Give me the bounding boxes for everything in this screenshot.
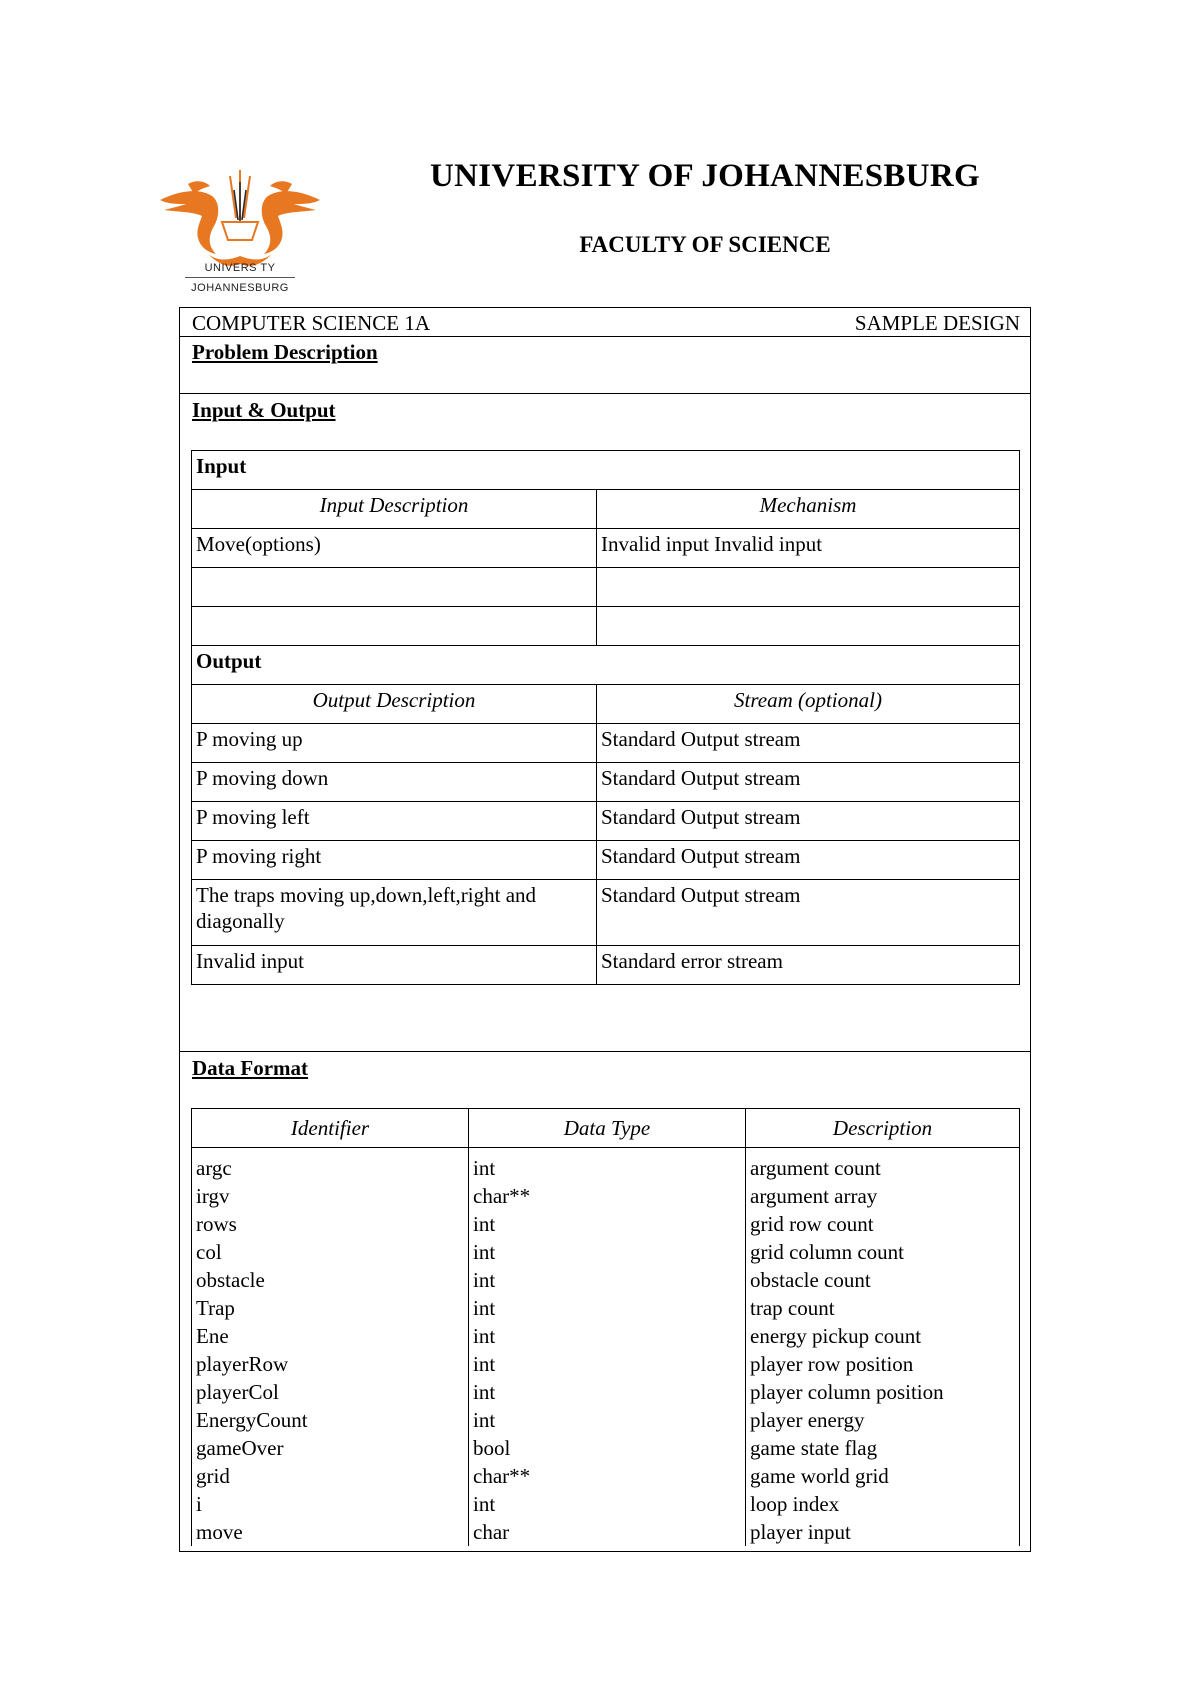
data-type-cell: char — [469, 1518, 746, 1546]
data-type-cell: int — [469, 1350, 746, 1378]
identifier-cell: move — [192, 1518, 469, 1546]
table-row — [192, 724, 1020, 763]
output-description-cell: Invalid input — [192, 946, 597, 985]
input-description-cell: Move(options) — [192, 529, 597, 568]
data-type-cell: int — [469, 1210, 746, 1238]
identifier-cell: obstacle — [192, 1266, 469, 1294]
data-col-identifier: Identifier — [192, 1109, 469, 1148]
identifier-cell: rows — [192, 1210, 469, 1238]
description-cell: player column position — [746, 1378, 1020, 1406]
table-row — [192, 1350, 1020, 1378]
identifier-cell: grid — [192, 1462, 469, 1490]
table-row — [192, 1148, 1020, 1183]
table-row — [192, 1462, 1020, 1490]
output-section-title: Output — [192, 646, 1020, 685]
identifier-cell: Trap — [192, 1294, 469, 1322]
table-row — [192, 946, 1020, 985]
description-cell: grid row count — [746, 1210, 1020, 1238]
identifier-cell: Ene — [192, 1322, 469, 1350]
input-mechanism-cell: Invalid input Invalid input — [597, 529, 1020, 568]
table-row — [192, 802, 1020, 841]
university-title: UNIVERSITY OF JOHANNESBURG — [430, 158, 980, 194]
identifier-cell: gameOver — [192, 1434, 469, 1462]
output-col-stream: Stream (optional) — [597, 685, 1020, 724]
data-type-cell: bool — [469, 1434, 746, 1462]
identifier-cell: EnergyCount — [192, 1406, 469, 1434]
table-row — [192, 1406, 1020, 1434]
identifier-cell: playerCol — [192, 1378, 469, 1406]
output-description-cell: P moving down — [192, 763, 597, 802]
table-row — [192, 607, 1020, 646]
data-col-type: Data Type — [469, 1109, 746, 1148]
data-type-cell: char** — [469, 1182, 746, 1210]
logo-text-line1: UNIVERS TY — [204, 262, 276, 274]
data-type-cell: int — [469, 1406, 746, 1434]
output-col-description: Output Description — [192, 685, 597, 724]
table-row — [192, 1266, 1020, 1294]
input-mechanism-cell — [597, 568, 1020, 607]
description-cell: game state flag — [746, 1434, 1020, 1462]
description-cell: loop index — [746, 1490, 1020, 1518]
description-cell: argument count — [746, 1148, 1020, 1183]
output-description-cell: P moving left — [192, 802, 597, 841]
description-cell: obstacle count — [746, 1266, 1020, 1294]
table-row — [192, 763, 1020, 802]
output-stream-cell: Standard Output stream — [597, 841, 1020, 880]
table-row — [192, 1378, 1020, 1406]
table-row — [192, 1434, 1020, 1462]
output-description-cell: The traps moving up,down,left,right and diagonally — [192, 880, 597, 946]
description-cell: player energy — [746, 1406, 1020, 1434]
table-row — [192, 880, 1020, 946]
identifier-cell: i — [192, 1490, 469, 1518]
section-divider — [180, 393, 1030, 394]
problem-description-heading: Problem Description — [192, 340, 378, 364]
input-output-heading: Input & Output — [192, 398, 336, 422]
data-type-cell: int — [469, 1266, 746, 1294]
input-section-title: Input — [192, 451, 1020, 490]
data-type-cell: int — [469, 1378, 746, 1406]
description-cell: player input — [746, 1518, 1020, 1546]
output-stream-cell: Standard Output stream — [597, 880, 1020, 946]
input-output-table — [191, 450, 1020, 985]
faculty-title: FACULTY OF SCIENCE — [579, 232, 831, 257]
table-row — [192, 841, 1020, 880]
data-col-description: Description — [746, 1109, 1020, 1148]
data-format-heading: Data Format — [192, 1056, 309, 1080]
output-stream-cell: Standard Output stream — [597, 724, 1020, 763]
identifier-cell: col — [192, 1238, 469, 1266]
data-type-cell: int — [469, 1148, 746, 1183]
course-name: COMPUTER SCIENCE 1A — [192, 311, 431, 335]
table-row — [192, 1210, 1020, 1238]
logo-text-line2: JOHANNESBURG — [191, 282, 289, 294]
table-row — [192, 1518, 1020, 1546]
data-type-cell: int — [469, 1490, 746, 1518]
data-format-table — [191, 1108, 1020, 1546]
description-cell: player row position — [746, 1350, 1020, 1378]
description-cell: game world grid — [746, 1462, 1020, 1490]
description-cell: energy pickup count — [746, 1322, 1020, 1350]
identifier-cell: argc — [192, 1148, 469, 1183]
table-row — [192, 1322, 1020, 1350]
description-cell: grid column count — [746, 1238, 1020, 1266]
data-type-cell: int — [469, 1294, 746, 1322]
identifier-cell: irgv — [192, 1182, 469, 1210]
logo-divider — [185, 277, 295, 278]
input-mechanism-cell — [597, 607, 1020, 646]
data-type-cell: char** — [469, 1462, 746, 1490]
description-cell: argument array — [746, 1182, 1020, 1210]
table-row — [192, 1238, 1020, 1266]
input-col-description: Input Description — [192, 490, 597, 529]
identifier-cell: playerRow — [192, 1350, 469, 1378]
input-col-mechanism: Mechanism — [597, 490, 1020, 529]
data-type-cell: int — [469, 1238, 746, 1266]
output-description-cell: P moving right — [192, 841, 597, 880]
output-stream-cell: Standard error stream — [597, 946, 1020, 985]
form-header-row — [180, 308, 1030, 337]
output-stream-cell: Standard Output stream — [597, 802, 1020, 841]
document-type: SAMPLE DESIGN — [854, 311, 1020, 335]
design-form — [179, 307, 1031, 1552]
output-description-cell: P moving up — [192, 724, 597, 763]
section-divider — [180, 1051, 1030, 1052]
output-stream-cell: Standard Output stream — [597, 763, 1020, 802]
table-row — [192, 1490, 1020, 1518]
input-description-cell — [192, 568, 597, 607]
table-row — [192, 568, 1020, 607]
data-type-cell: int — [469, 1322, 746, 1350]
description-cell: trap count — [746, 1294, 1020, 1322]
input-description-cell — [192, 607, 597, 646]
table-row — [192, 1294, 1020, 1322]
table-row — [192, 529, 1020, 568]
table-row — [192, 1182, 1020, 1210]
